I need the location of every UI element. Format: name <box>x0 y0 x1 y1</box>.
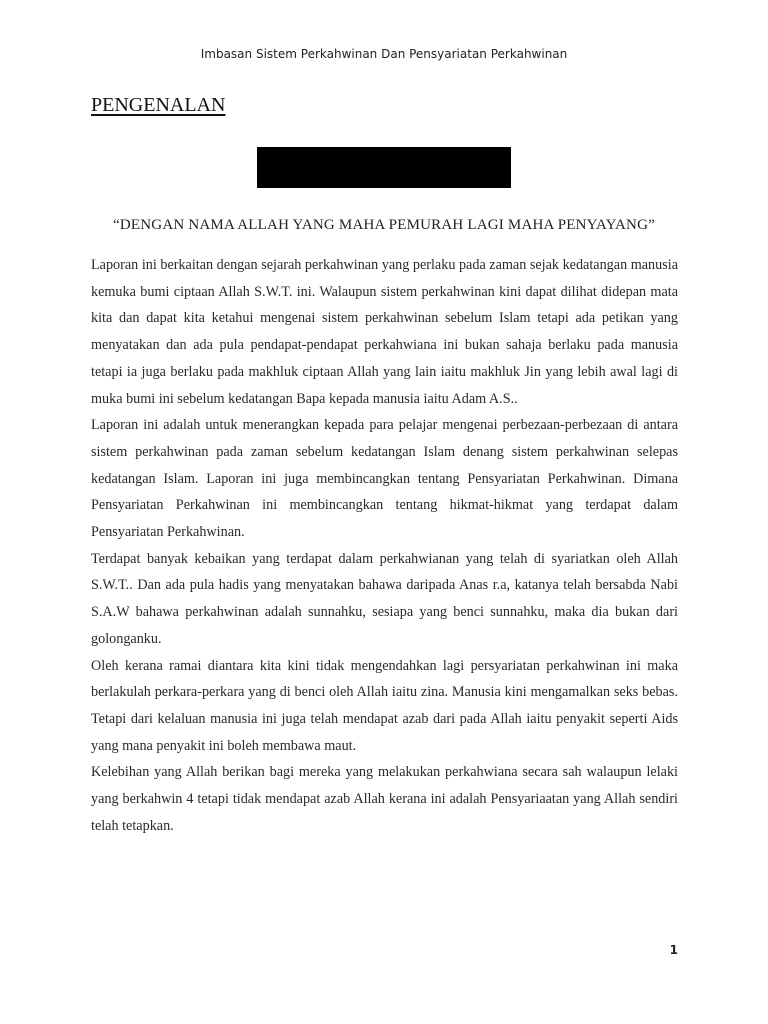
paragraph-2: Laporan ini adalah untuk menerangkan kepada para pelajar mengenai perbezaan-perbezaan di antara sistem perkahwinan pada zaman sebelum kedatangan Islam denang sistem perkahwinan selepas kedatangan Islam. Laporan ini juga membincangkan tentang Pensyariatan Perkahwinan. Dimana Pensyariatan Perkahwinan ini membincangkan tentang hikmat-hikmat yang terdapat dalam Pensyariatan Perkahwinan. <box>91 417 678 541</box>
paragraph-1: Laporan ini berkaitan dengan sejarah perkahwinan yang perlaku pada zaman sejak kedatangan manusia kemuka bumi ciptaan Allah S.W.T. ini. Walaupun sistem perkahwinan kini dapat dilihat didepan mata kita dan dapat kita ketahui mengenai sistem perkahwinan sebelum Islam tetapi ada petikan yang menyatakan dan ada pula pendapat-pendapat perkahwiana ini bukan sahaja berlaku pada manusia tetapi ia juga berlaku pada makhluk ciptaan Allah yang lain iaitu makhluk Jin yang lebih awal lagi di muka bumi ini sebelum kedatangan Bapa kepada manusia iaitu Adam A.S.. <box>91 257 678 407</box>
paragraph-4: Oleh kerana ramai diantara kita kini tidak mengendahkan lagi persyariatan perkahwinan ini maka berlakulah perkara-perkara yang di benci oleh Allah iaitu zina. Manusia kini mengamalkan seks bebas. Tetapi dari kelaluan manusia ini juga telah mendapat azab dari pada Allah iaitu penyakit seperti Aids yang mana penyakit ini boleh membawa maut. <box>91 657 678 754</box>
page-number: 1 <box>669 943 678 957</box>
redaction-block <box>257 147 511 188</box>
paragraph-5: Kelebihan yang Allah berikan bagi mereka yang melakukan perkahwiana secara sah walaupun lelaki yang berkahwin 4 tetapi tidak mendapat azab Allah kerana ini adalah Pensyariaatan yang Allah sendiri telah tetapkan. <box>91 764 678 834</box>
running-header: Imbasan Sistem Perkahwinan Dan Pensyariatan Perkahwinan <box>200 47 568 61</box>
bismillah-line: “DENGAN NAMA ALLAH YANG MAHA PEMURAH LAGI MAHA PENYAYANG” <box>113 217 655 233</box>
body-text <box>91 252 678 839</box>
section-title: PENGENALAN <box>91 94 226 116</box>
paragraph-3: Terdapat banyak kebaikan yang terdapat dalam perkahwianan yang telah di syariatkan oleh Allah S.W.T.. Dan ada pula hadis yang menyatakan bahawa daripada Anas r.a, katanya telah bersabda Nabi S.A.W bahawa perkahwinan adalah sunnahku, sesiapa yang benci sunnahku, maka dia bukan dari golonganku. <box>91 550 678 647</box>
